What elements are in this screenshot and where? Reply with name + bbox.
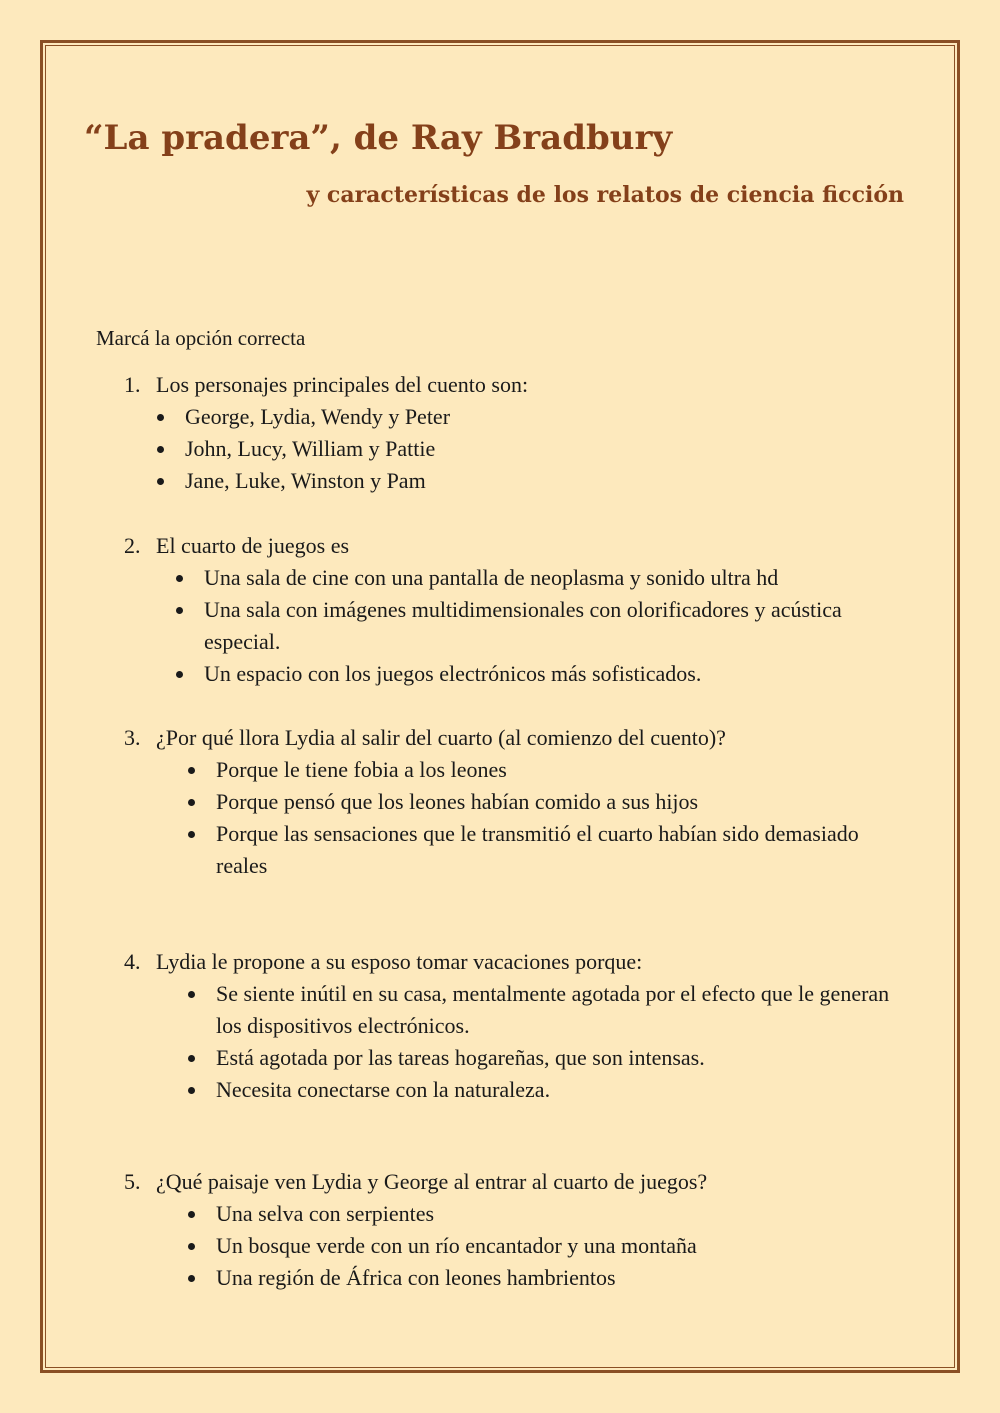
question-5 <box>124 1166 876 1294</box>
question-number: 5. <box>124 1169 141 1194</box>
option-text: Jane, Luke, Winston y Pam <box>185 468 426 493</box>
option-item[interactable] <box>216 1074 906 1106</box>
option-item[interactable] <box>216 1198 876 1230</box>
document-title: “La pradera”, de Ray Bradbury <box>84 118 673 158</box>
option-item[interactable] <box>216 754 876 786</box>
option-item[interactable] <box>185 465 885 497</box>
option-item[interactable] <box>216 1262 876 1294</box>
instruction-text: Marcá la opción correcta <box>96 326 306 350</box>
option-text: Una sala con imágenes multidimensionales con olorificadores y acústica especial. <box>204 597 842 654</box>
option-item[interactable] <box>185 433 885 465</box>
document-subtitle: y características de los relatos de ciencia ficción <box>306 182 904 208</box>
option-text: Una selva con serpientes <box>216 1201 435 1226</box>
question-text: Lydia le propone a su esposo tomar vacaciones porque: <box>156 949 643 974</box>
option-item[interactable] <box>204 562 894 594</box>
option-text: Necesita conectarse con la naturaleza. <box>216 1077 551 1102</box>
option-item[interactable] <box>216 1042 906 1074</box>
option-text: Está agotada por las tareas hogareñas, que son intensas. <box>216 1045 705 1070</box>
question-1 <box>124 369 885 497</box>
option-text: Porque pensó que los leones habían comido a sus hijos <box>216 789 699 814</box>
option-text: Un bosque verde con un río encantador y una montaña <box>216 1233 697 1258</box>
option-text: Una región de África con leones hambrientos <box>216 1265 616 1290</box>
question-text: Los personajes principales del cuento son: <box>156 372 529 397</box>
question-text: ¿Por qué llora Lydia al salir del cuarto (al comienzo del cuento)? <box>156 725 726 750</box>
option-text: John, Lucy, William y Pattie <box>185 436 436 461</box>
option-item[interactable] <box>185 401 885 433</box>
option-text: Porque le tiene fobia a los leones <box>216 757 507 782</box>
question-text: El cuarto de juegos es <box>156 533 350 558</box>
option-item[interactable] <box>216 1230 876 1262</box>
question-4 <box>124 946 906 1106</box>
question-number: 2. <box>124 533 141 558</box>
question-number: 1. <box>124 372 141 397</box>
question-number: 4. <box>124 949 141 974</box>
option-text: Una sala de cine con una pantalla de neoplasma y sonido ultra hd <box>204 565 779 590</box>
question-text: ¿Qué paisaje ven Lydia y George al entrar al cuarto de juegos? <box>156 1169 708 1194</box>
option-item[interactable] <box>216 786 876 818</box>
option-item[interactable] <box>216 978 906 1042</box>
option-item[interactable] <box>204 594 894 658</box>
question-3 <box>124 722 876 882</box>
option-item[interactable] <box>204 658 894 690</box>
option-text: George, Lydia, Wendy y Peter <box>185 404 451 429</box>
question-2 <box>124 530 894 690</box>
option-text: Se siente inútil en su casa, mentalmente agotada por el efecto que le generan los dispositivos electrónicos. <box>216 981 890 1038</box>
question-number: 3. <box>124 725 141 750</box>
option-text: Un espacio con los juegos electrónicos más sofisticados. <box>204 661 702 686</box>
option-text: Porque las sensaciones que le transmitió el cuarto habían sido demasiado reales <box>216 821 859 878</box>
option-item[interactable] <box>216 818 876 882</box>
